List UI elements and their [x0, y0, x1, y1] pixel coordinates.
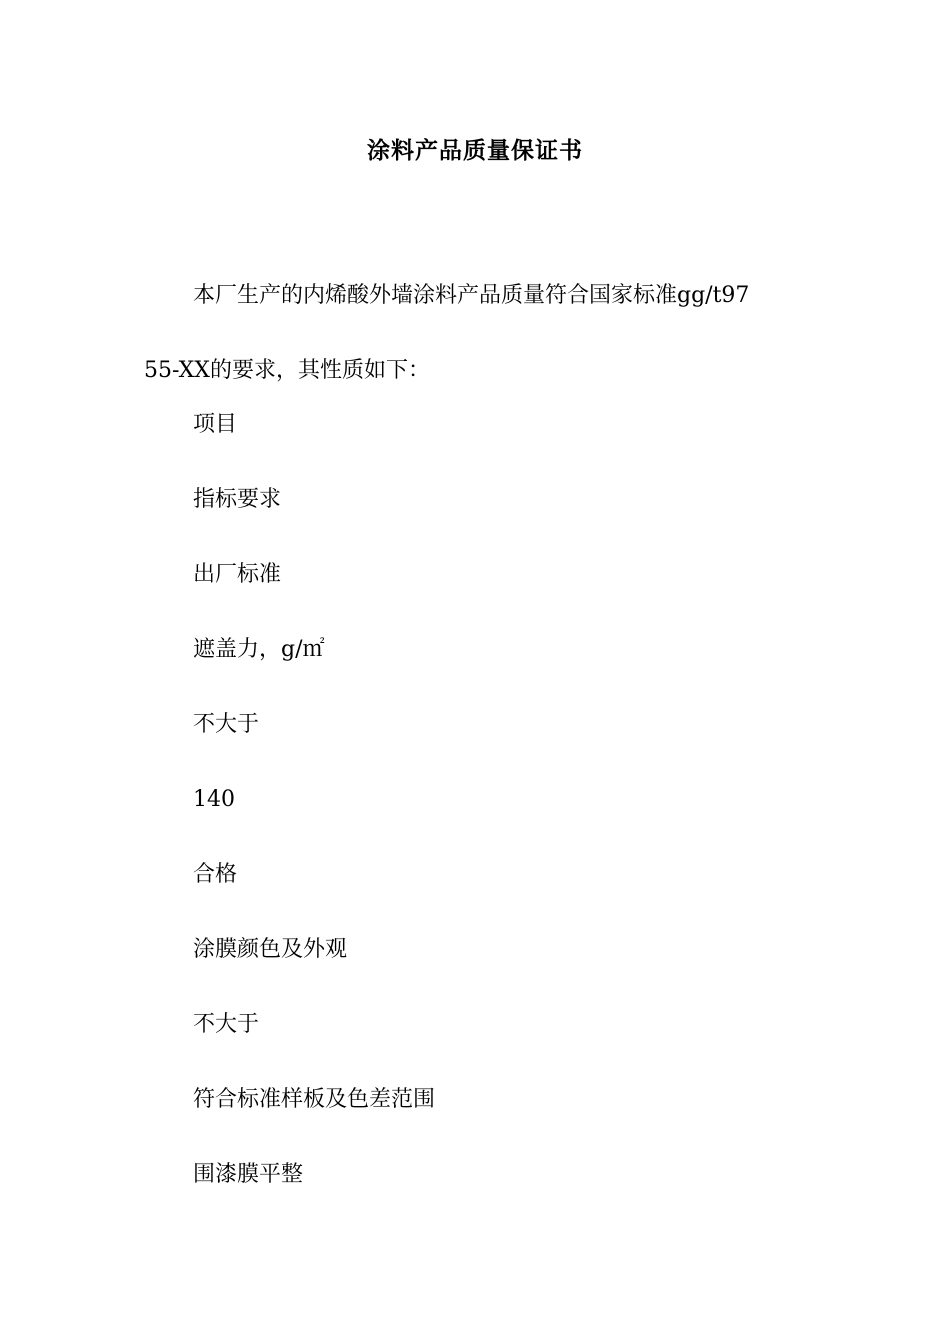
list-item: 出厂标准 — [193, 562, 282, 587]
list-item: 140 — [193, 787, 235, 812]
list-item: 项目 — [193, 412, 238, 437]
intro-line-1: 本厂生产的内烯酸外墙涂料产品质量符合国家标准gg/t97 — [193, 283, 750, 308]
list-item: 不大于 — [193, 1012, 260, 1037]
property-list — [193, 408, 435, 1233]
list-item: 指标要求 — [193, 487, 282, 512]
intro-line-2: 55-XX的要求，其性质如下： — [144, 358, 430, 383]
list-item: 符合标准样板及色差范围 — [193, 1087, 436, 1112]
intro-paragraph — [144, 258, 824, 408]
list-item: 合格 — [193, 862, 238, 887]
list-item: 不大于 — [193, 712, 260, 737]
list-item: 围漆膜平整 — [193, 1162, 304, 1187]
list-item: 涂膜颜色及外观 — [193, 937, 348, 962]
list-item: 遮盖力，g/㎡ — [193, 637, 325, 662]
document-title: 涂料产品质量保证书 — [367, 138, 583, 164]
